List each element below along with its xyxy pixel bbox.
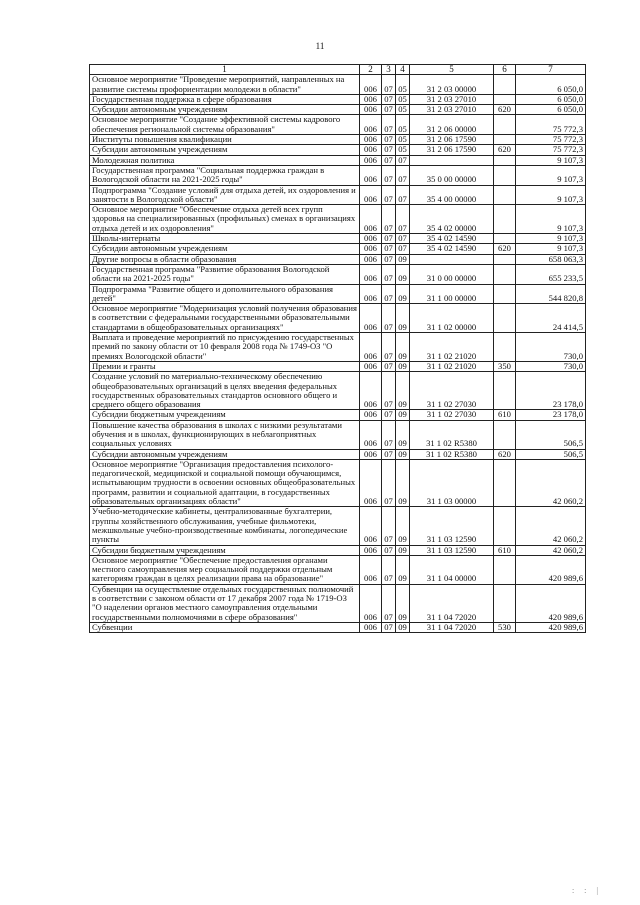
subsection-code: 09 [396,420,410,449]
expense-type-code: 610 [494,545,516,555]
header-cell: 2 [360,65,382,75]
header-cell: 5 [410,65,494,75]
admin-code: 006 [360,545,382,555]
amount: 658 063,3 [516,254,586,264]
admin-code: 006 [360,234,382,244]
admin-code: 006 [360,254,382,264]
amount: 6 050,0 [516,75,586,95]
row-name: Государственная поддержка в сфере образования [90,94,360,104]
admin-code: 006 [360,244,382,254]
section-code: 07 [382,361,396,371]
expense-type-code [494,584,516,622]
amount: 42 060,2 [516,507,586,545]
section-code: 07 [382,410,396,420]
target-article-code: 31 2 03 00000 [410,75,494,95]
target-article-code: 31 0 00 00000 [410,264,494,284]
expense-type-code [494,115,516,135]
table-row [90,254,586,264]
amount: 9 107,3 [516,205,586,234]
table-row [90,94,586,104]
table-row [90,333,586,362]
row-name: Субсидии автономным учреждениям [90,244,360,254]
section-code: 07 [382,333,396,362]
subsection-code: 07 [396,155,410,165]
amount: 506,5 [516,420,586,449]
target-article-code: 31 2 06 00000 [410,115,494,135]
target-article-code: 31 2 03 27010 [410,105,494,115]
section-code: 07 [382,234,396,244]
subsection-code: 05 [396,75,410,95]
section-code: 07 [382,205,396,234]
expense-type-code [494,75,516,95]
row-name: Подпрограмма "Развитие общего и дополнительного образования детей" [90,284,360,304]
section-code: 07 [382,555,396,584]
row-name: Субсидии бюджетным учреждениям [90,545,360,555]
admin-code: 006 [360,75,382,95]
subsection-code: 09 [396,622,410,632]
row-name: Субсидии бюджетным учреждениям [90,410,360,420]
table-row [90,420,586,449]
target-article-code: 31 1 02 R5380 [410,420,494,449]
row-name: Субсидии автономным учреждениям [90,145,360,155]
amount: 420 989,6 [516,622,586,632]
admin-code: 006 [360,449,382,459]
target-article-code: 31 1 02 21020 [410,361,494,371]
row-name: Субсидии автономным учреждениям [90,449,360,459]
page-number: 11 [315,41,325,51]
row-name: Учебно-методические кабинеты, централизованные бухгалтерии, группы хозяйственного обслуживания, учебные фильмотеки, межшкольные учебно-производственные комбинаты, логопедические пункты [90,507,360,545]
expense-type-code [494,372,516,410]
section-code: 07 [382,420,396,449]
table-row [90,165,586,185]
section-code: 07 [382,94,396,104]
expense-type-code [494,135,516,145]
table-row [90,145,586,155]
target-article-code: 31 2 03 27010 [410,94,494,104]
amount: 730,0 [516,333,586,362]
subsection-code: 05 [396,145,410,155]
admin-code: 006 [360,410,382,420]
target-article-code: 31 1 02 21020 [410,333,494,362]
section-code: 07 [382,507,396,545]
target-article-code: 35 4 02 14590 [410,244,494,254]
admin-code: 006 [360,459,382,506]
admin-code: 006 [360,205,382,234]
table-row [90,507,586,545]
target-article-code: 31 1 02 27030 [410,372,494,410]
row-name: Основное мероприятие "Модернизация условий получения образования в соответствии с федеральными государственными образовательными стандартами в общеобразовательных организациях" [90,304,360,333]
target-article-code: 31 1 04 00000 [410,555,494,584]
subsection-code: 07 [396,205,410,234]
expense-type-code [494,459,516,506]
admin-code: 006 [360,264,382,284]
expense-type-code [494,254,516,264]
expense-type-code: 620 [494,105,516,115]
section-code: 07 [382,185,396,205]
table-row [90,555,586,584]
expense-type-code: 620 [494,145,516,155]
admin-code: 006 [360,622,382,632]
target-article-code: 31 1 03 12590 [410,545,494,555]
amount: 506,5 [516,449,586,459]
header-row [90,65,586,75]
section-code: 07 [382,264,396,284]
amount: 9 107,3 [516,244,586,254]
section-code: 07 [382,372,396,410]
subsection-code: 09 [396,254,410,264]
admin-code: 006 [360,555,382,584]
section-code: 07 [382,244,396,254]
expense-type-code: 620 [494,449,516,459]
target-article-code: 31 1 04 72020 [410,622,494,632]
header-cell: 4 [396,65,410,75]
amount: 420 989,6 [516,555,586,584]
corner-marks: : : | [571,886,602,895]
amount: 420 989,6 [516,584,586,622]
amount: 42 060,2 [516,459,586,506]
section-code: 07 [382,449,396,459]
table-row [90,234,586,244]
target-article-code: 31 1 03 12590 [410,507,494,545]
table-row [90,584,586,622]
amount: 75 772,3 [516,135,586,145]
expense-type-code [494,205,516,234]
expense-type-code [494,185,516,205]
row-name: Создание условий по материально-техническому обеспечению общеобразовательных организаций в целях введения федеральных государственных образовательных стандартов основного общего и среднего общего образования [90,372,360,410]
amount: 24 414,5 [516,304,586,333]
subsection-code: 07 [396,234,410,244]
expense-type-code [494,304,516,333]
subsection-code: 09 [396,449,410,459]
section-code: 07 [382,545,396,555]
section-code: 07 [382,254,396,264]
amount: 9 107,3 [516,234,586,244]
amount: 9 107,3 [516,165,586,185]
admin-code: 006 [360,284,382,304]
subsection-code: 09 [396,361,410,371]
amount: 9 107,3 [516,155,586,165]
amount: 23 178,0 [516,410,586,420]
row-name: Государственная программа "Социальная поддержка граждан в Вологодской области на 2021-2025 годы" [90,165,360,185]
admin-code: 006 [360,361,382,371]
table-row [90,361,586,371]
admin-code: 006 [360,165,382,185]
section-code: 07 [382,584,396,622]
expense-type-code [494,234,516,244]
row-name: Субсидии автономным учреждениям [90,105,360,115]
target-article-code: 35 0 00 00000 [410,165,494,185]
table-row [90,244,586,254]
expense-type-code [494,333,516,362]
row-name: Повышение качества образования в школах с низкими результатами обучения и в школах, функционирующих в неблагоприятных социальных условиях [90,420,360,449]
amount: 75 772,3 [516,145,586,155]
row-name: Премии и гранты [90,361,360,371]
subsection-code: 07 [396,244,410,254]
expense-type-code [494,94,516,104]
target-article-code: 31 1 02 R5380 [410,449,494,459]
subsection-code: 07 [396,185,410,205]
section-code: 07 [382,145,396,155]
target-article-code [410,254,494,264]
target-article-code [410,155,494,165]
admin-code: 006 [360,584,382,622]
expense-type-code [494,264,516,284]
amount: 75 772,3 [516,115,586,135]
amount: 544 820,8 [516,284,586,304]
subsection-code: 09 [396,284,410,304]
row-name: Другие вопросы в области образования [90,254,360,264]
table-row [90,75,586,95]
table-row [90,105,586,115]
admin-code: 006 [360,372,382,410]
table-row [90,155,586,165]
subsection-code: 09 [396,372,410,410]
target-article-code: 31 1 03 00000 [410,459,494,506]
admin-code: 006 [360,145,382,155]
target-article-code: 31 2 06 17590 [410,135,494,145]
subsection-code: 05 [396,135,410,145]
row-name: Школы-интернаты [90,234,360,244]
amount: 42 060,2 [516,545,586,555]
section-code: 07 [382,115,396,135]
expense-type-code: 530 [494,622,516,632]
subsection-code: 09 [396,545,410,555]
section-code: 07 [382,75,396,95]
subsection-code: 07 [396,165,410,185]
row-name: Основное мероприятие "Проведение мероприятий, направленных на развитие системы профориентации молодежи в области" [90,75,360,95]
target-article-code: 31 1 04 72020 [410,584,494,622]
row-name: Основное мероприятие "Организация предоставления психолого-педагогической, медицинской и социальной помощи обучающимся, испытывающим трудности в освоении основных общеобразовательных программ, развитии и социальной адаптации, в государственных образовательных организациях области" [90,459,360,506]
admin-code: 006 [360,115,382,135]
expense-type-code [494,284,516,304]
admin-code: 006 [360,420,382,449]
admin-code: 006 [360,105,382,115]
section-code: 07 [382,459,396,506]
expense-type-code [494,420,516,449]
target-article-code: 35 4 02 00000 [410,205,494,234]
budget-table [89,64,586,633]
table-row [90,545,586,555]
section-code: 07 [382,135,396,145]
section-code: 07 [382,165,396,185]
header-cell: 3 [382,65,396,75]
section-code: 07 [382,105,396,115]
subsection-code: 05 [396,94,410,104]
row-name: Субвенции на осуществление отдельных государственных полномочий в соответствии с законом области от 17 декабря 2007 года № 1719-ОЗ "О наделении органов местного самоуправления отдельными государственными полномочиями в сфере образования" [90,584,360,622]
admin-code: 006 [360,333,382,362]
table-row [90,185,586,205]
header-cell: 1 [90,65,360,75]
table-row [90,115,586,135]
subsection-code: 05 [396,115,410,135]
subsection-code: 09 [396,584,410,622]
section-code: 07 [382,284,396,304]
row-name: Основное мероприятие "Создание эффективной системы кадрового обеспечения региональной системы образования" [90,115,360,135]
amount: 23 178,0 [516,372,586,410]
amount: 9 107,3 [516,185,586,205]
header-cell: 6 [494,65,516,75]
row-name: Государственная программа "Развитие образования Вологодской области на 2021-2025 годы" [90,264,360,284]
admin-code: 006 [360,185,382,205]
header-cell: 7 [516,65,586,75]
subsection-code: 09 [396,507,410,545]
amount: 6 050,0 [516,105,586,115]
target-article-code: 35 4 02 14590 [410,234,494,244]
subsection-code: 09 [396,264,410,284]
expense-type-code: 620 [494,244,516,254]
table-row [90,459,586,506]
subsection-code: 09 [396,304,410,333]
admin-code: 006 [360,94,382,104]
amount: 6 050,0 [516,94,586,104]
expense-type-code [494,555,516,584]
target-article-code: 31 2 06 17590 [410,145,494,155]
expense-type-code [494,507,516,545]
amount: 655 233,5 [516,264,586,284]
table-row [90,284,586,304]
table-row [90,304,586,333]
section-code: 07 [382,155,396,165]
table-row [90,449,586,459]
target-article-code: 35 4 00 00000 [410,185,494,205]
row-name: Молодежная политика [90,155,360,165]
subsection-code: 09 [396,410,410,420]
row-name: Основное мероприятие "Обеспечение отдыха детей всех групп здоровья на специализированных (профильных) сменах в организациях отдыха детей и их оздоровления" [90,205,360,234]
table-row [90,264,586,284]
row-name: Основное мероприятие "Обеспечение предоставления органами местного самоуправления мер социальной поддержки отдельным категориям граждан в целях реализации права на образование" [90,555,360,584]
expense-type-code [494,165,516,185]
section-code: 07 [382,622,396,632]
admin-code: 006 [360,304,382,333]
row-name: Подпрограмма "Создание условий для отдыха детей, их оздоровления и занятости в Вологодской области" [90,185,360,205]
admin-code: 006 [360,507,382,545]
row-name: Выплата и проведение мероприятий по присуждению государственных премий по закону области от 10 февраля 2008 года № 1749-ОЗ "О премиях Вологодской области" [90,333,360,362]
expense-type-code: 610 [494,410,516,420]
table-row [90,622,586,632]
admin-code: 006 [360,135,382,145]
target-article-code: 31 1 02 27030 [410,410,494,420]
subsection-code: 09 [396,333,410,362]
table-row [90,410,586,420]
target-article-code: 31 1 00 00000 [410,284,494,304]
section-code: 07 [382,304,396,333]
table-row [90,372,586,410]
subsection-code: 09 [396,459,410,506]
target-article-code: 31 1 02 00000 [410,304,494,333]
budget-table-body [90,65,586,633]
subsection-code: 09 [396,555,410,584]
table-row [90,135,586,145]
expense-type-code: 350 [494,361,516,371]
subsection-code: 05 [396,105,410,115]
row-name: Институты повышения квалификации [90,135,360,145]
row-name: Субвенции [90,622,360,632]
expense-type-code [494,155,516,165]
admin-code: 006 [360,155,382,165]
amount: 730,0 [516,361,586,371]
table-row [90,205,586,234]
